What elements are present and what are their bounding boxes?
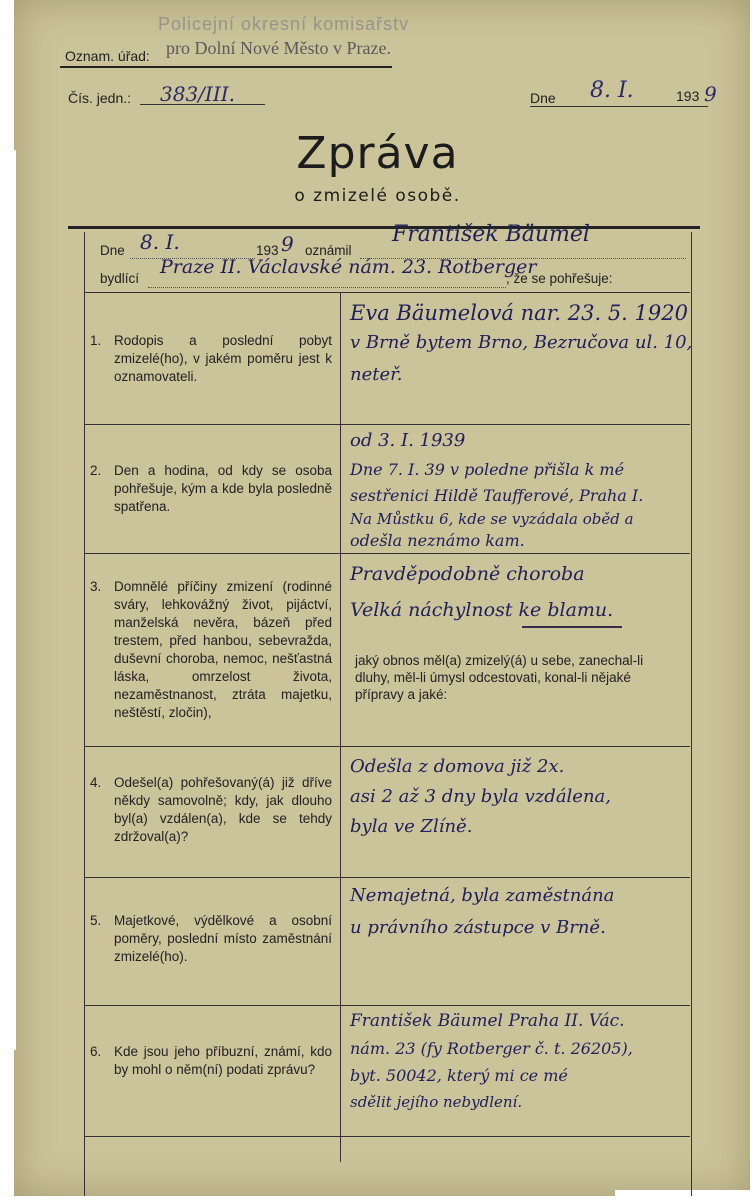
intro-reported-label: oznámil <box>305 243 352 258</box>
answer-line: neteř. <box>350 364 403 385</box>
document-subtitle: o zmizelé osobě. <box>294 186 461 206</box>
answer-1 <box>350 298 693 392</box>
date-value: 8. I. <box>590 78 634 103</box>
question-number: 6. <box>90 1044 102 1059</box>
question-6 <box>90 1043 335 1079</box>
answer-4 <box>350 752 690 842</box>
question-text: Den a hodina, od kdy se osoba pohřešuje, kým a kde byla posledně spatřena. <box>114 463 332 514</box>
office-stamp: Policejní okresní komisařstv <box>158 14 410 34</box>
answer-line: Dne 7. I. 39 v poledne přišla k mé <box>350 460 625 479</box>
year-digit: 9 <box>704 82 717 106</box>
question-3 <box>90 578 335 722</box>
row-rule <box>84 746 690 747</box>
paper-edge <box>0 150 16 1050</box>
office-label: Oznam. úřad: <box>65 48 150 64</box>
question-4 <box>90 774 335 846</box>
intro-date-value: 8. I. <box>140 230 180 254</box>
answer-6 <box>350 1008 690 1115</box>
title-rule <box>68 226 700 229</box>
answer-line: Odešla z domova již 2x. <box>350 756 565 777</box>
document-title: Zpráva <box>296 128 459 179</box>
question-text: Domnělé příčiny zmizení (rodinné sváry, lehkovážný život, pijáctví, manželská nevěra, bázeň před trestem, před hanbou, sebevražda, duševní choroba, nemoc, nešťastná láska, omrzelost života, nezaměstnanost, ztráta majetku, neštěstí, zločin), <box>114 579 332 720</box>
answer-line: byt. 50042, který mi ce mé <box>350 1066 568 1085</box>
answer-line: nám. 23 (fy Rotberger č. t. 26205), <box>350 1039 633 1058</box>
answer-line: u právního zástupce v Brně. <box>350 917 606 938</box>
question-number: 5. <box>90 913 102 928</box>
date-rule <box>530 106 708 107</box>
question-number: 3. <box>90 579 102 594</box>
question-text: Rodopis a poslední pobyt zmizelé(ho), v jakém poměru jest k oznamovateli. <box>114 333 332 384</box>
answer-line: v Brně bytem Brno, Bezručova ul. 10, <box>350 332 693 353</box>
reference-value: 383/III. <box>160 82 235 106</box>
question-text: Majetkové, výdělkové a osobní poměry, poslední místo zaměstnání zmizelé(ho). <box>114 913 332 964</box>
answer-line: sdělit jejího nebydlení. <box>350 1093 523 1111</box>
office-rule <box>60 66 392 68</box>
intro-year-digit: 9 <box>281 232 294 256</box>
row-rule <box>84 1005 690 1006</box>
answer-line: František Bäumel Praha II. Vác. <box>350 1011 625 1031</box>
office-value: pro Dolní Nové Město v Praze. <box>166 38 391 58</box>
question-1 <box>90 332 335 386</box>
table-top-rule <box>84 292 690 293</box>
question-number: 4. <box>90 775 102 790</box>
row-rule <box>84 1136 690 1137</box>
question-number: 1. <box>90 333 102 348</box>
answer-2 <box>350 426 690 552</box>
column-divider <box>340 292 341 1162</box>
question-number: 2. <box>90 463 102 478</box>
answer-line: sestřenici Hildě Taufferové, Praha I. <box>350 486 644 505</box>
answer-line: Velká náchylnost ke blamu. <box>350 599 614 621</box>
reporter-name: František Bäumel <box>392 222 590 247</box>
answer-line: Nemajetná, byla zaměstnána <box>350 885 615 906</box>
question-text: Odešel(a) pohřešovaný(á) již dříve někdy samovolně; kdy, jak dlouho byl(a) vzdálen(a), kde se tehdy zdržoval(a)? <box>114 775 332 844</box>
date-label: Dne <box>530 90 556 106</box>
answer-line: asi 2 až 3 dny byla vzdálena, <box>350 786 611 807</box>
intro-year-prefix: 193 <box>256 243 279 258</box>
reference-label: Čís. jedn.: <box>68 90 132 106</box>
answer-line: Na Můstku 6, kde se vyzádala oběd a <box>350 510 634 528</box>
answer-line: odešla neznámo kam. <box>350 531 525 550</box>
question-text: Kde jsou jeho příbuzní, známí, kdo by mohl o něm(ní) podati zprávu? <box>114 1044 332 1077</box>
answer-3 <box>350 556 690 628</box>
answer-line: od 3. I. 1939 <box>350 430 466 451</box>
intro-date-label: Dne <box>100 243 125 258</box>
row-rule <box>84 424 690 425</box>
residence-label: bydlící <box>100 271 140 286</box>
residence-value: Praze II. Václavské nám. 23. Rotberger <box>160 256 537 278</box>
answer-line: byla ve Zlíně. <box>350 816 473 837</box>
missing-suffix: , že se pohřešuje: <box>506 271 613 286</box>
answer-5 <box>350 880 690 944</box>
answer-line: Pravděpodobně choroba <box>350 563 585 585</box>
row-rule <box>84 877 690 878</box>
question-5 <box>90 912 335 966</box>
question-3-extra: jaký obnos měl(a) zmizelý(á) u sebe, zanechal-li dluhy, měl-li úmysl odcestovati, konal-li nějaké přípravy a jaké: <box>355 653 644 702</box>
question-2 <box>90 462 335 516</box>
row-rule <box>84 553 690 554</box>
answer-line: Eva Bäumelová nar. 23. 5. 1920 <box>350 301 688 325</box>
reference-rule <box>140 104 265 105</box>
answer-underline <box>522 626 622 628</box>
year-prefix: 193 <box>676 88 700 104</box>
residence-dots <box>148 287 506 288</box>
